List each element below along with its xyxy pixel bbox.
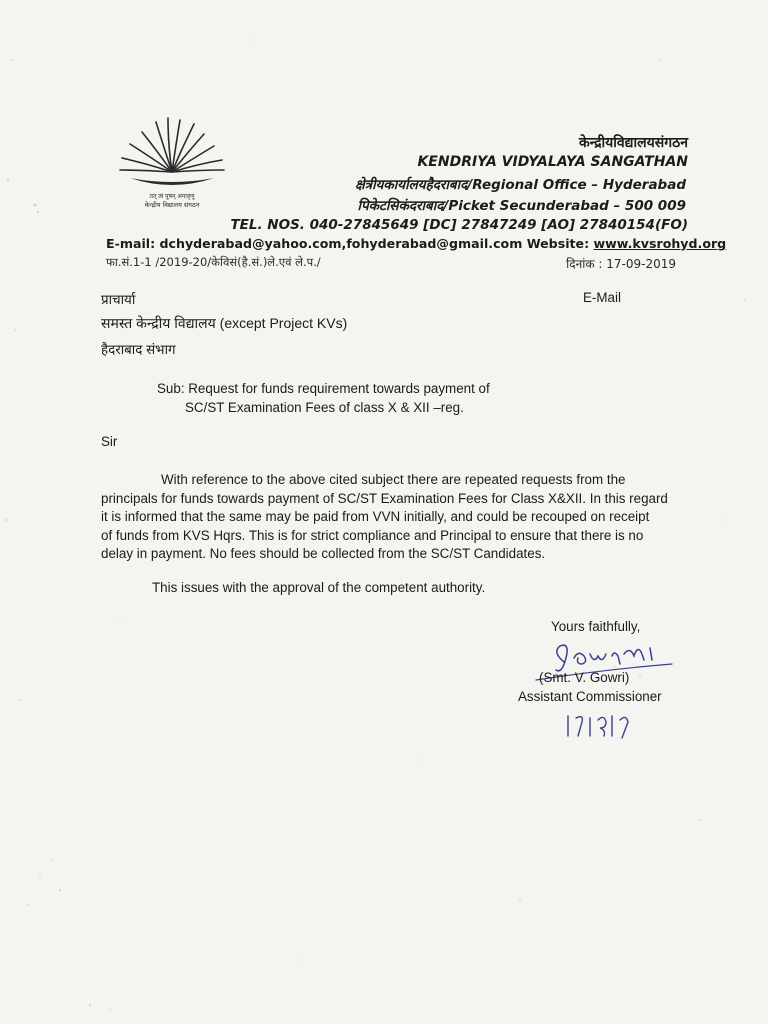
closing-phrase: Yours faithfully, xyxy=(551,619,641,634)
addressee-region: हैदराबाद संभाग xyxy=(101,342,176,357)
addressee-title: प्राचार्या xyxy=(101,292,136,307)
website-link[interactable]: www.kvsrohyd.org xyxy=(593,236,727,251)
file-number: फा.सं.1-1 /2019-20/केविसं(है.सं.)ले.एवं ले.प./ xyxy=(106,255,321,269)
handwritten-date xyxy=(560,708,660,740)
letter-date: दिनांक : 17-09-2019 xyxy=(566,257,676,271)
subject-line-2: SC/ST Examination Fees of class X & XII –reg. xyxy=(185,400,464,415)
signatory-name: (Smt. V. Gowri) xyxy=(539,670,630,685)
body-paragraph xyxy=(101,471,668,564)
signatory-designation: Assistant Commissioner xyxy=(518,689,662,704)
body-line: principals for funds towards payment of SC/ST Examination Fees for Class X&XII. In this regard xyxy=(101,490,668,506)
logo-caption: केन्द्रीय विद्यालय संगठन xyxy=(144,201,200,209)
body-line: it is informed that the same may be paid from VVN initially, and could be recouped on receipt xyxy=(101,509,650,525)
regional-office: क्षेत्रीयकार्यालयहैदराबाद/Regional Office – Hyderabad xyxy=(354,177,686,193)
office-address: पिकेटसिकंदराबाद/Picket Secunderabad – 500 009 xyxy=(357,198,686,214)
org-name-hindi: केन्द्रीयविद्यालयसंगठन xyxy=(579,135,688,151)
telephone-numbers: TEL. NOS. 040-27845649 [DC] 27847249 [AO] 27840154(FO) xyxy=(230,217,688,233)
approval-note: This issues with the approval of the competent authority. xyxy=(152,580,486,595)
subject-line-1: Sub: Request for funds requirement towards payment of xyxy=(157,381,490,396)
addressee-scope: समस्त केन्द्रीय विद्यालय (except Project KVs) xyxy=(101,315,348,331)
logo-motto: तत् त्वं पूषन् अपावृणु xyxy=(149,193,195,200)
body-line: of funds from KVS Hqrs. This is for strict compliance and Principal to ensure that there is no xyxy=(101,527,644,543)
contact-line xyxy=(106,236,726,251)
dispatch-mode: E-Mail xyxy=(583,290,621,305)
org-name: KENDRIYA VIDYALAYA SANGATHAN xyxy=(417,154,688,170)
salutation: Sir xyxy=(101,434,118,449)
body-line: With reference to the above cited subject there are repeated requests from the xyxy=(161,472,626,487)
kvs-logo xyxy=(108,112,236,210)
body-line: delay in payment. No fees should be collected from the SC/ST Candidates. xyxy=(101,546,546,562)
email-addresses: E-mail: dchyderabad@yahoo.com,fohyderabad@gmail.com Website: xyxy=(106,236,590,251)
